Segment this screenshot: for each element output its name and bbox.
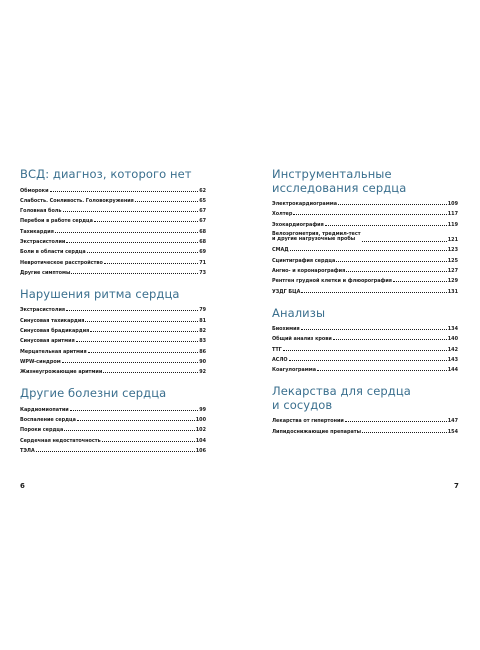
toc-entry[interactable]: Биохимия 134: [272, 326, 458, 333]
toc-entry[interactable]: Холтер 117: [272, 211, 458, 218]
toc-entry[interactable]: WPW-синдром 90: [20, 358, 206, 365]
toc-entry[interactable]: Общий анализ крови 140: [272, 336, 458, 343]
toc-entry[interactable]: Воспаление сердца 100: [20, 416, 206, 423]
toc-section-medications: [272, 385, 458, 434]
right-page: [240, 0, 480, 650]
section-title: Лекарства для сердца и сосудов: [272, 384, 411, 412]
toc-entry[interactable]: Синусовая аритмия 83: [20, 338, 206, 345]
toc-entry[interactable]: Мерцательная аритмия 86: [20, 348, 206, 355]
toc-entry[interactable]: Головная боль 67: [20, 208, 206, 215]
toc-entry[interactable]: Перебои в работе сердца 67: [20, 218, 206, 225]
toc-section-analyses: [272, 307, 458, 374]
toc-entry[interactable]: Тахикардия 68: [20, 228, 206, 235]
toc-entry[interactable]: Пороки сердца 102: [20, 427, 206, 434]
toc-entry[interactable]: Обмороки 62: [20, 187, 206, 194]
toc-entry[interactable]: Эхокардиография 119: [272, 221, 458, 228]
toc-entry[interactable]: СМАД 123: [272, 247, 458, 254]
toc-section-arrhythmia: [20, 288, 206, 375]
toc-entry[interactable]: ТЭЛА 106: [20, 447, 206, 454]
toc-entry[interactable]: Липидоснижающие препараты 154: [272, 428, 458, 435]
toc-entry[interactable]: Велоэргометрия, тредмил-тест и другие нагрузочные пробы 121: [272, 230, 458, 244]
page-number-right: 7: [454, 482, 459, 490]
toc-entry[interactable]: Сердечная недостаточность 104: [20, 437, 206, 444]
toc-entry[interactable]: Ангио- и коронарография 127: [272, 267, 458, 274]
section-title: ВСД: диагноз, которого нет: [20, 167, 192, 181]
toc-entry[interactable]: Невротическое расстройство 71: [20, 259, 206, 266]
toc-entry[interactable]: Синусовая тахикардия 81: [20, 317, 206, 324]
toc-entry[interactable]: ТТГ 142: [272, 346, 458, 353]
toc-section-instrumental: [272, 168, 458, 295]
toc-entry[interactable]: Коагулограмма 144: [272, 367, 458, 374]
section-title: Инструментальные исследования сердца: [272, 167, 407, 195]
section-title: Анализы: [272, 305, 326, 320]
section-title: Нарушения ритма сердца: [20, 286, 180, 301]
toc-entry[interactable]: УЗДГ БЦА 131: [272, 288, 458, 295]
toc-entry[interactable]: Экстрасистолия 79: [20, 307, 206, 314]
toc-entry[interactable]: Кардиомиопатии 99: [20, 406, 206, 413]
toc-entry[interactable]: Сцинтиграфия сердца 125: [272, 257, 458, 264]
toc-entry[interactable]: Синусовая брадикардия 82: [20, 327, 206, 334]
toc-section-other-diseases: [20, 387, 206, 454]
toc-entry[interactable]: Другие симптомы 73: [20, 269, 206, 276]
toc-entry[interactable]: Электрокардиограмма 109: [272, 201, 458, 207]
toc-section-vsd: [20, 168, 206, 276]
toc-entry[interactable]: Лекарства от гипертонии 147: [272, 418, 458, 425]
toc-entry[interactable]: Слабость. Сонливость. Головокружения 65: [20, 197, 206, 204]
right-toc: [272, 168, 458, 447]
toc-entry[interactable]: Экстрасистолии 68: [20, 238, 206, 245]
toc-entry[interactable]: Боли в области сердца 69: [20, 249, 206, 256]
toc-entry[interactable]: Рентген грудной клетки и флюорография 129: [272, 278, 458, 285]
page-number-left: 6: [20, 482, 25, 490]
toc-entry[interactable]: АСЛО 143: [272, 356, 458, 363]
section-title: Другие болезни сердца: [20, 386, 167, 401]
toc-entry[interactable]: Жизнеугрожающие аритмии 92: [20, 369, 206, 376]
left-toc: [20, 168, 206, 466]
